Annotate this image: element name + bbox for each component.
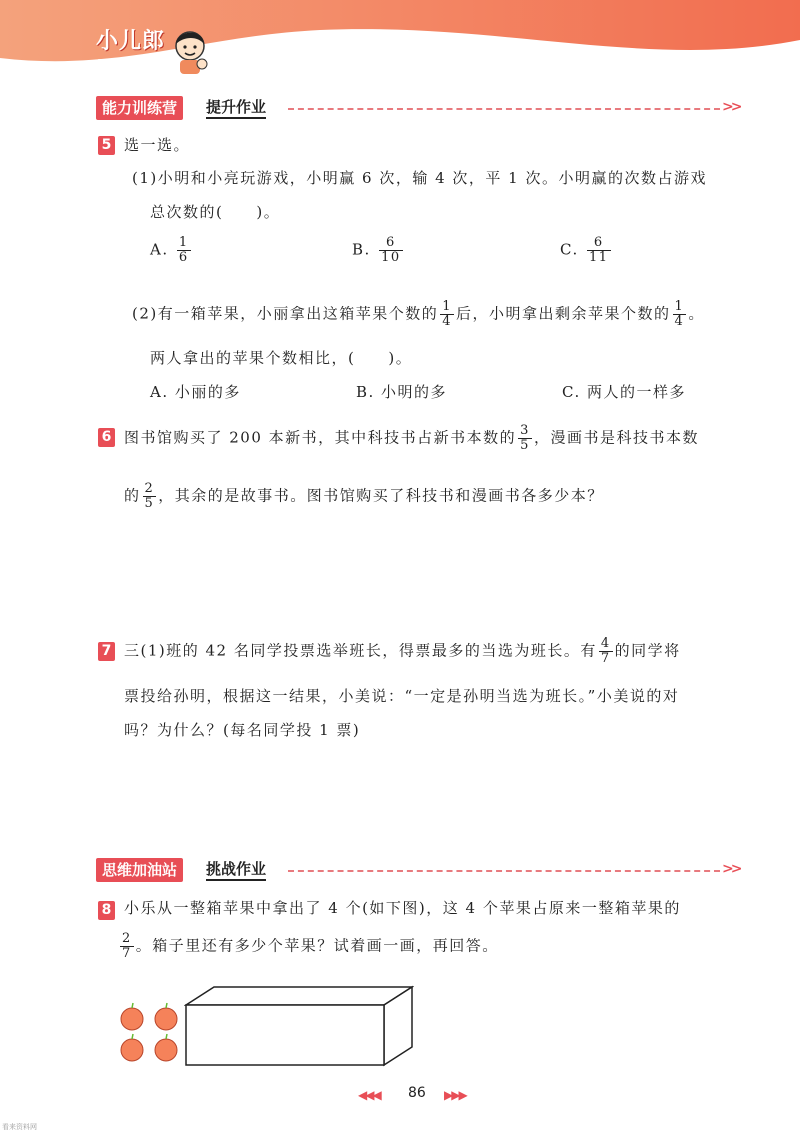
option-c	[560, 236, 613, 265]
option-c: C. 两人的一样多	[562, 383, 686, 401]
text-span: ，其余的是故事书。图书馆购买了科技书和漫画书各多少本？	[158, 486, 604, 505]
section-subtitle-improve: 提升作业	[206, 97, 266, 119]
apple-icon	[155, 1034, 177, 1061]
footer-note: 看来资料网	[2, 1123, 37, 1131]
text-span: 的同学将	[614, 641, 681, 660]
fraction	[518, 424, 532, 453]
numerator: 2	[122, 931, 132, 946]
numerator: 1	[178, 235, 189, 250]
numerator: 1	[442, 299, 453, 314]
apple-icon	[155, 1003, 177, 1030]
mascot-icon	[168, 26, 212, 76]
fraction	[379, 236, 403, 265]
denominator: 4	[674, 314, 685, 329]
text-span: 的	[124, 486, 141, 505]
double-chevron-icon: >>	[722, 99, 740, 115]
question-text: 两人拿出的苹果个数相比，( )。	[150, 349, 413, 367]
double-chevron-icon: >>	[722, 861, 740, 877]
question-text	[118, 932, 499, 961]
question-number: 6	[98, 428, 115, 447]
numerator: 2	[144, 481, 155, 496]
denominator: 5	[520, 438, 530, 453]
fraction	[143, 482, 157, 511]
text-span: 三(1)班的 42 名同学投票选举班长，得票最多的当选为班长。有	[124, 641, 597, 660]
section-tag-thinking: 思维加油站	[96, 858, 183, 882]
question-text	[132, 300, 705, 329]
text-span: 。	[688, 304, 705, 323]
question-number: 8	[98, 901, 115, 920]
question-text	[124, 482, 604, 511]
section-tag-ability: 能力训练营	[96, 96, 183, 120]
option-b: B. 小明的多	[356, 383, 448, 401]
numerator: 6	[593, 235, 604, 250]
fraction	[440, 300, 454, 329]
question-number: 7	[98, 642, 115, 661]
question-text: 总次数的( )。	[150, 203, 281, 221]
option-letter: B.	[352, 240, 371, 259]
denominator: 6	[178, 250, 189, 265]
fraction	[599, 637, 613, 666]
text-span: 后，小明拿出剩余苹果个数的	[456, 304, 671, 323]
text-span: ，漫画书是科技书本数	[533, 428, 699, 447]
question-text: 票投给孙明，根据这一结果，小美说：“一定是孙明当选为班长。”小美说的对	[124, 687, 680, 705]
denominator: 7	[600, 651, 611, 666]
logo-title: 小儿郎	[96, 29, 166, 54]
question-text	[124, 637, 681, 666]
text-span: 图书馆购买了 200 本新书，其中科技书占新书本数的	[124, 428, 517, 447]
numerator: 4	[600, 636, 611, 651]
option-letter: A.	[150, 240, 169, 259]
option-letter: C.	[560, 240, 579, 259]
text-span: 。箱子里还有多少个苹果？试着画一画，再回答。	[135, 936, 499, 955]
page-number: 86	[408, 1085, 426, 1101]
question-text: 吗？为什么？(每名同学投 1 票)	[124, 721, 361, 739]
numerator: 6	[385, 235, 396, 250]
numerator: 1	[674, 299, 685, 314]
numerator: 3	[520, 423, 530, 438]
question-text: 小乐从一整箱苹果中拿出了 4 个(如下图)，这 4 个苹果占原来一整箱苹果的	[124, 899, 681, 917]
fraction	[177, 236, 191, 265]
next-page-icon: ▶▶▶	[444, 1088, 466, 1102]
option-a	[150, 236, 193, 265]
question-text	[124, 424, 699, 453]
section-subtitle-challenge: 挑战作业	[206, 859, 266, 881]
section-divider	[288, 870, 720, 872]
denominator: 10	[381, 250, 401, 265]
text-span: (2)有一箱苹果，小丽拿出这箱苹果个数的	[132, 304, 439, 323]
logo-subtitle: 5·3天天练	[97, 57, 155, 71]
fraction	[587, 236, 611, 265]
question-number: 5	[98, 136, 115, 155]
denominator: 11	[589, 250, 609, 265]
apple-icon	[121, 1034, 143, 1061]
denominator: 4	[442, 314, 453, 329]
option-b	[352, 236, 405, 265]
question-text: (1)小明和小亮玩游戏，小明赢 6 次，输 4 次，平 1 次。小明赢的次数占游戏	[132, 169, 707, 187]
prev-page-icon: ◀◀◀	[358, 1088, 380, 1102]
denominator: 5	[144, 496, 155, 511]
fraction	[120, 932, 134, 961]
question-title: 选一选。	[124, 136, 191, 154]
apples-illustration	[118, 1000, 184, 1064]
apple-icon	[121, 1003, 143, 1030]
denominator: 7	[122, 946, 132, 961]
apple-box-illustration	[184, 985, 414, 1067]
option-a: A. 小丽的多	[150, 383, 241, 401]
section-divider	[288, 108, 720, 110]
fraction	[673, 300, 687, 329]
